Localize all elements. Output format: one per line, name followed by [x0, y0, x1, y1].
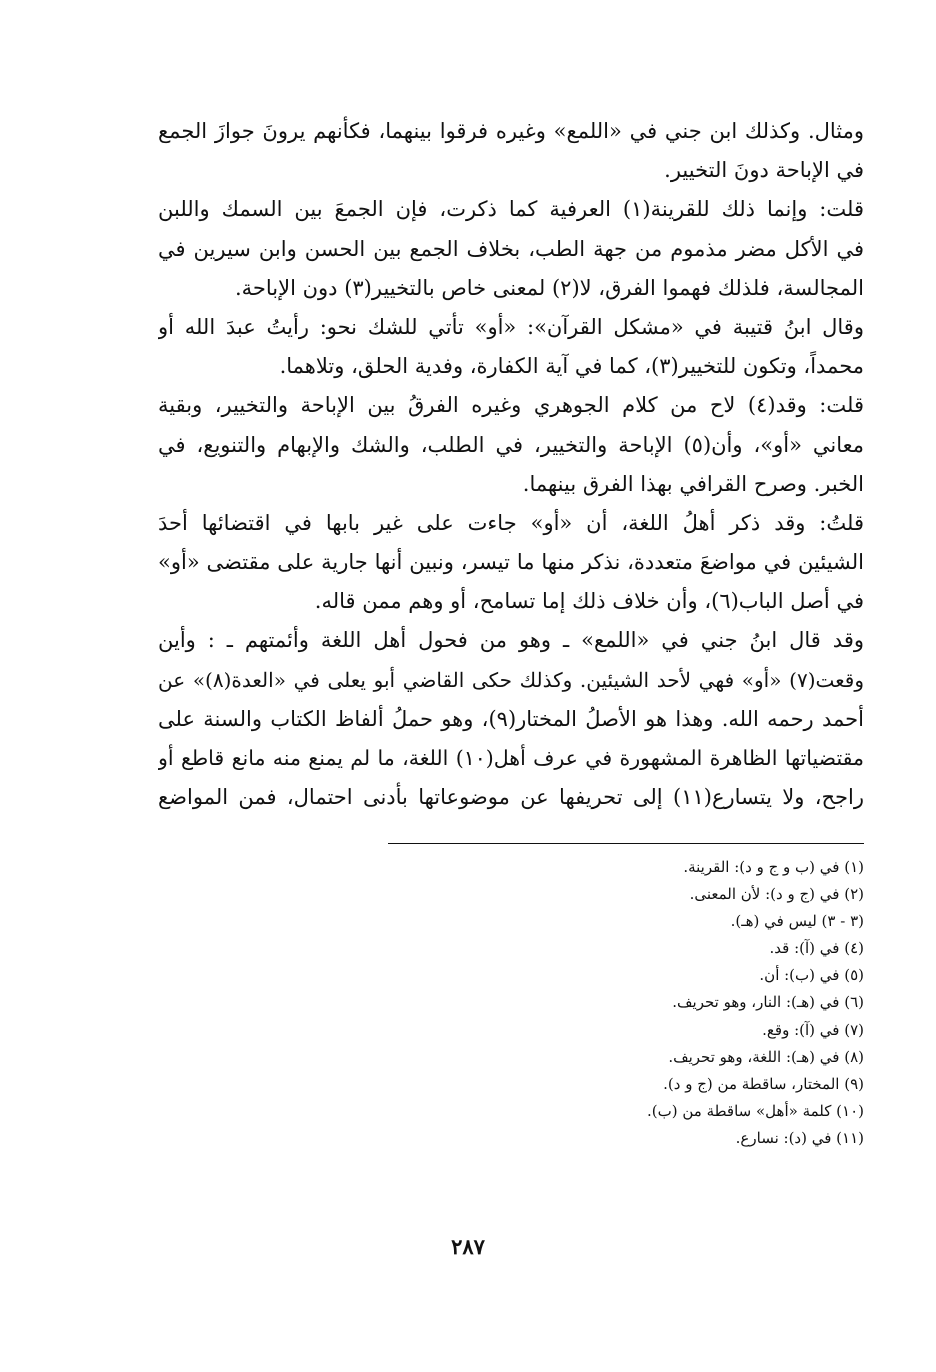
footnote: (٥) في (ب): أن. [759, 966, 864, 985]
text-line: وقال ابنُ قتيبة في «مشكل القرآن»: «أو» تأتي للشك نحو: رأيتُ عبدَ الله أو [158, 314, 864, 339]
text-line: في الأكل مضر مذموم من جهة الطب، بخلاف الجمع بين الحسن وابن سيرين في [158, 236, 864, 261]
footnote: (٣ - ٣) ليس في (هـ). [730, 912, 864, 931]
page-number: ٢٨٧ [451, 1234, 485, 1259]
text-line: وقد قال ابنُ جني في «اللمع» ـ وهو من فحول أهل اللغة وأئمتهم ـ : وأين [158, 628, 864, 653]
footnote: (٩) المختار، ساقطة من (ج و د). [663, 1074, 864, 1093]
footnote: (٦) في (هـ): النار، وهو تحريف. [672, 993, 864, 1012]
text-line: الخبر. وصرح القرافي بهذا الفرق بينهما. [522, 471, 864, 496]
text-line: قلتُ: وقد ذكر أهلُ اللغة، أن «أو» جاءت على غير بابها في اقتضائها أحدَ [158, 510, 864, 535]
footnote: (٧) في (آ): وقع. [762, 1020, 864, 1039]
text-line: أحمد رحمه الله. وهذا هو الأصلُ المختار(٩)، وهو حملُ ألفاظ الكتاب والسنة على [158, 706, 864, 731]
main-text [158, 112, 864, 817]
text-line: في أصل الباب(٦)، وأن خلاف ذلك إما تسامح، أو وهم ممن قاله. [314, 589, 864, 614]
footnote: (٢) في (ج و د): لأن المعنى. [689, 885, 864, 904]
footnote: (١) في (ب و ج و د): القرينة. [683, 858, 864, 876]
text-line: في الإباحة دونَ التخيير. [664, 158, 864, 183]
text-line: قلت: وقد(٤) لاح من كلام الجوهري وغيره الفرقُ بين الإباحة والتخيير، وبقية [158, 393, 864, 418]
footnote: (١٠) كلمة «أهل» ساقطة من (ب). [647, 1101, 864, 1120]
text-line: مقتضياتها الظاهرة المشهورة في عرف أهل(١٠) اللغة، ما لم يمنع منه مانع قاطع أو [158, 746, 864, 770]
text-line: ومثال. وكذلك ابن جني في «اللمع» وغيره فرقوا بينهما، فكأنهم يرونَ جوازَ الجمع [158, 119, 864, 143]
text-line: وقعت(٧) «أو» فهي لأحد الشيئين. وكذلك حكى القاضي أبو يعلى في «العدة(٨)» عن [158, 667, 864, 692]
footnote: (١١) في (د): نسارع. [735, 1128, 864, 1147]
footnotes [158, 854, 864, 1152]
footnote: (٤) في (آ): قد. [769, 939, 864, 958]
text-line: قلت: وإنما ذلك للقرينة(١) العرفية كما ذكرت، فإن الجمعَ بين السمك واللبن [158, 197, 864, 222]
footnote: (٨) في (هـ): اللغة، وهو تحريف. [668, 1047, 864, 1066]
text-line: معاني «أو»، وأن(٥) الإباحة والتخيير، في الطلب، والشك والإبهام والتنويع، في [158, 432, 864, 457]
text-line: راجح، ولا يتسارع(١١) إلى تحريفها عن موضوعاتها بأدنى احتمال، فمن المواضع [158, 785, 864, 810]
text-line: المجالسة، فلذلك فهموا الفرق، لا(٢) لمعنى خاص بالتخيير(٣) دون الإباحة. [234, 275, 864, 300]
footnote-divider [388, 843, 864, 844]
text-line: محمداً، وتكون للتخيير(٣)، كما في آية الكفارة، وفدية الحلق، وتلاهما. [279, 354, 864, 379]
text-line: الشيئين في مواضعَ متعددة، نذكر منها ما تيسر، ونبين أنها جارية على مقتضى «أو» [158, 550, 864, 575]
